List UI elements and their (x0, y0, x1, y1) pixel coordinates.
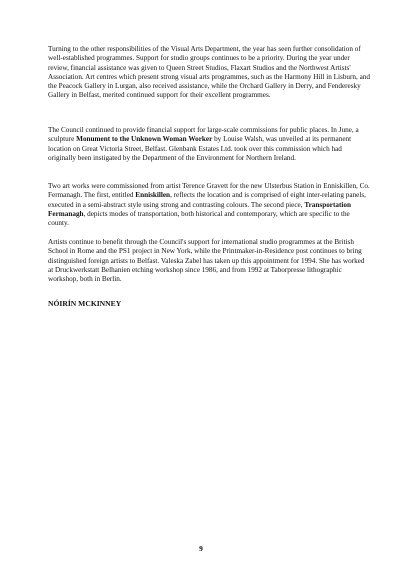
paragraph-text: Turning to the other responsibilities of the Visual Arts Department, the year has seen further consolidation of well-established programmes. Support for studio groups continues to be a priority. During the year under review, financial assistance was given to Queen Street Studios, Flaxart Studios and the Northwest Artists' Association. Art centres which present strong visual arts programmes, such as the Harmony Hill in Lisburn, and the Peacock Gallery in Lurgan, also received assistance, while the Orchard Gallery in Derry, and Fenderesky Gallery in Belfast, merited continued support for their excellent programmes. (48, 45, 370, 100)
paragraph-text: , depicts modes of transportation, both historical and contemporary, which are specific to the county. (48, 209, 350, 228)
paragraph-public-commissions (48, 126, 370, 163)
page-number: 9 (199, 544, 203, 553)
artwork-title: Monument to the Unknown Woman Worker (76, 135, 213, 144)
artwork-title: Enniskillen (135, 191, 171, 200)
paragraph-text: Two art works were commissioned from artist Terence Gravett for the new Ulsterbus Station in Enniskillen, Co. Fermanagh. The first, entitled (48, 182, 370, 200)
paragraph-text: The Council continued to provide financial support for large-scale commissions for public places. In June, a sculpture (48, 126, 359, 144)
artwork-title: Transportation Fermanagh (48, 200, 351, 218)
paragraph-ulsterbus-commissions (48, 182, 370, 228)
paragraph-studio-support (48, 45, 370, 101)
paragraph-text: Artists continue to benefit through the Council's support for international studio programmes at the British School in Rome and the PS1 project in New York, while the Printmaker-in-Residence post continues to bring distinguished foreign artists to Belfast. Valeska Zabel has taken up this appointment for 1994. She has worked at Druckwerkstatt Belhanien etching workshop since 1986, and from 1992 at Taborpresse lithographic workshop, both in Berlin. (48, 238, 365, 284)
paragraph-text: by Louise Walsh, was unveiled at its permanent location on Great Victoria Street, Belfast. Glenbank Estates Ltd. took over this commission which had originally been instigated by the Department of the Environment for Northern Ireland. (48, 135, 352, 162)
author-signature: NÓIRÍN MCKINNEY (48, 299, 122, 308)
paragraph-text: , reflects the location and is comprised of eight inter-relating panels, executed in a semi-abstract style using strong and contrasting colours. The second piece, (48, 191, 366, 209)
paragraph-international-studios (48, 238, 370, 284)
